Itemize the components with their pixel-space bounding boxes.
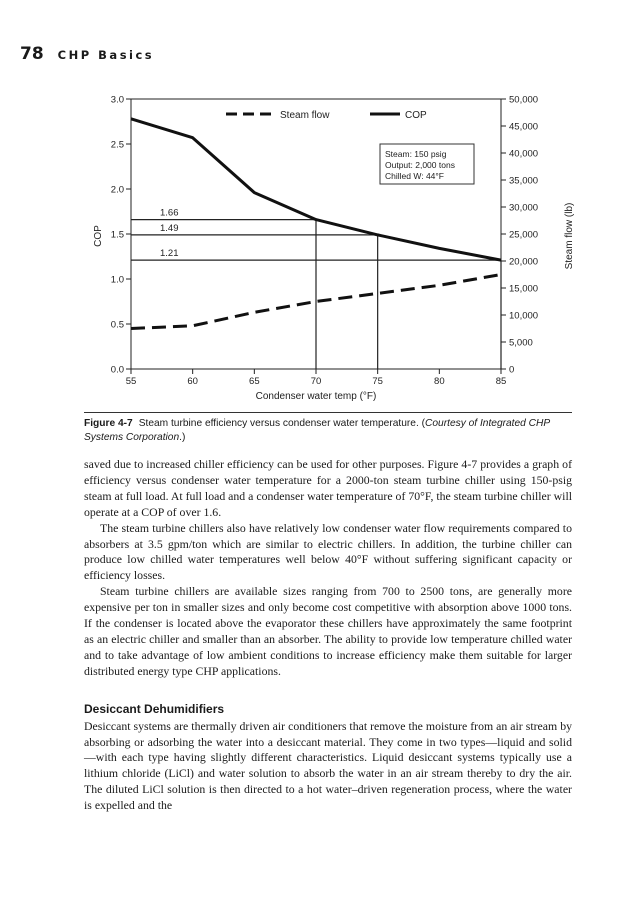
paragraph-1: saved due to increased chiller efficiency can be used for other purposes. Figure 4-7 provides a graph of efficiency versus condenser water temperature for a 2000-ton steam turbine chiller using 150-psig steam at full load. At full load and a condenser water temperature of 70°F, the steam turbine chiller will operate at a COP of over 1.6. [84,457,572,519]
body-text [84,457,572,814]
legend-cop-label: COP [405,110,427,121]
y2-tick-label: 5,000 [509,337,533,349]
running-head: CHP Basics [57,48,155,62]
reference-label: 1.21 [160,248,179,260]
annotation-line: Steam: 150 psig [385,149,447,159]
x-tick-label: 65 [249,376,260,387]
y2-axis-label: Steam flow (lb) [564,202,575,270]
y-tick-label: 0.0 [110,364,124,376]
y2-tick-label: 45,000 [509,121,539,133]
x-tick-label: 60 [187,376,198,387]
caption-end: .) [179,432,186,444]
x-tick-label: 80 [434,376,445,387]
y-tick-label: 2.0 [110,184,124,196]
y2-tick-label: 30,000 [509,202,539,214]
paragraph-3: Steam turbine chillers are available sizes ranging from 700 to 2500 tons, are generally more expensive per ton in smaller sizes and only become cost competitive with absorption above 1000 tons. If the condenser is located above the evaporator these chillers have approximately the same footprint as an electric chiller and smaller than an absorber. The ability to provide low temperature chilled water and to take advantage of low ambient conditions to increase efficiency make them suitable for larger distributed energy type CHP applications. [84,584,572,678]
y-tick-label: 1.5 [110,229,124,241]
y2-tick-label: 0 [509,364,515,376]
reference-label: 1.49 [160,222,179,234]
y2-tick-label: 20,000 [509,256,539,268]
annotation-line: Output: 2,000 tons [385,160,455,170]
figure-label: Figure 4-7 [84,418,133,429]
y-axis-label: COP [93,225,104,247]
y-tick-label: 3.0 [110,94,124,106]
page-number: 78 [20,44,44,64]
y-tick-label: 1.0 [110,274,124,286]
y2-tick-label: 40,000 [509,148,539,160]
section-heading: Desiccant Dehumidifiers [84,701,225,716]
caption-text: Steam turbine efficiency versus condenser water temperature. ( [138,418,426,429]
y2-tick-label: 10,000 [509,310,539,322]
y-tick-label: 2.5 [110,139,124,151]
caption-credit: Courtesy of Integrated CHP Systems Corporation [84,418,550,444]
y-tick-label: 0.5 [110,319,124,331]
y2-tick-label: 50,000 [509,94,539,106]
x-tick-label: 85 [495,376,507,387]
y2-tick-label: 25,000 [509,229,539,241]
figure-chart [0,0,621,410]
y2-tick-label: 15,000 [509,283,539,295]
legend-steam-flow-label: Steam flow [280,110,330,121]
y2-tick-label: 35,000 [509,175,539,187]
paragraph-4: Desiccant systems are thermally driven air conditioners that remove the moisture from an air stream by absorbing or adsorbing the water into a desiccant material. They come in two types—liquid and solid—with each type having slightly different characteristics. Liquid desiccant systems typically use a lithium chloride (LiCl) and water solution to absorb the water in an air stream thereby to dry the air. The diluted LiCl solution is then directed to a hot water–driven regeneration process, where the water is expelled and the [84,718,572,813]
annotation-line: Chilled W: 44°F [385,171,444,181]
x-axis-label: Condenser water temp (°F) [255,391,377,402]
figure-caption [84,412,572,446]
x-tick-label: 55 [125,376,137,387]
paragraph-2: The steam turbine chillers also have relatively low condenser water flow requirements compared to absorbers at 3.5 gpm/ton which are similar to electric chillers. In addition, the turbine chiller can produce low chilled water temperatures well below 40°F without suffering significant capacity or efficiency losses. [84,520,572,583]
x-tick-label: 75 [372,376,383,387]
reference-label: 1.66 [160,207,179,219]
x-tick-label: 70 [310,376,322,387]
